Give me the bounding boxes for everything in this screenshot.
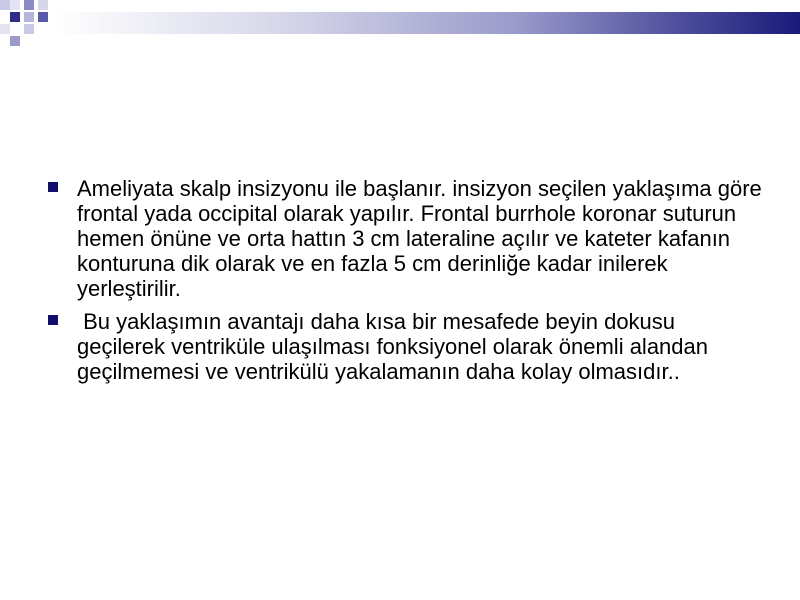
decor-square bbox=[24, 24, 34, 34]
decor-square bbox=[38, 0, 48, 10]
square-bullet-icon bbox=[48, 182, 58, 192]
decor-square bbox=[24, 0, 34, 10]
decor-square bbox=[0, 24, 10, 34]
bullet-text: Bu yaklaşımın avantajı daha kısa bir mesafede beyin dokusu geçilerek ventriküle ulaşılması fonksiyonel olarak önemli alandan geçilmemesi ve ventrikülü yakalamanın daha kolay olmasıdır.. bbox=[77, 309, 715, 384]
decor-square bbox=[38, 12, 48, 22]
bullet-list bbox=[48, 176, 768, 384]
bullet-text: Ameliyata skalp insizyonu ile başlanır. insizyon seçilen yaklaşıma göre frontal yada occipital olarak yapılır. Frontal burrhole koronar suturun hemen önüne ve orta hattın 3 cm lateraline açılır ve kateter kafanın konturuna dik olarak ve en fazla 5 cm derinliğe kadar inilerek yerleştirilir. bbox=[77, 176, 768, 301]
square-bullet-icon bbox=[48, 315, 58, 325]
decor-square bbox=[10, 0, 20, 10]
decor-square bbox=[10, 12, 20, 22]
decor-square bbox=[10, 36, 20, 46]
decor-square bbox=[24, 12, 34, 22]
decor-square bbox=[0, 0, 10, 10]
header-gradient-bar bbox=[55, 12, 800, 34]
slide-content bbox=[48, 176, 768, 392]
list-item bbox=[48, 176, 768, 301]
list-item bbox=[48, 309, 768, 384]
